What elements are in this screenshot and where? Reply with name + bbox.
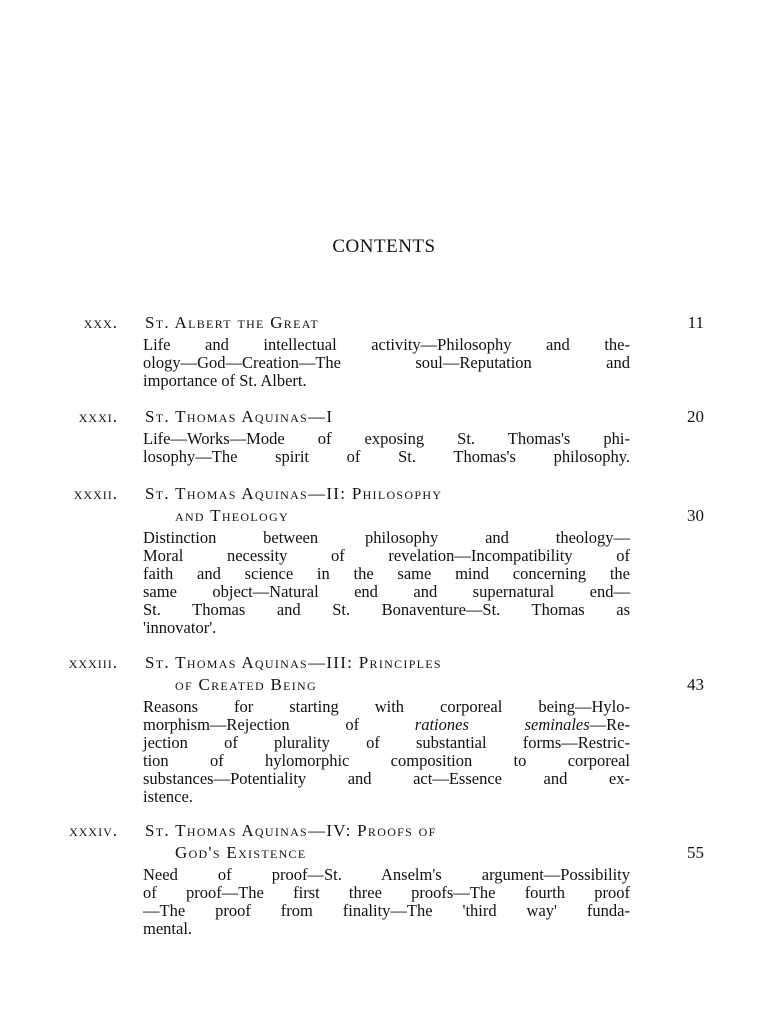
- summary-line: jection of plurality of substantial forms—Restric-: [143, 733, 630, 752]
- chapter-summary: [143, 529, 630, 637]
- chapter-heading[interactable]: [145, 483, 665, 527]
- summary-line: of proof—The first three proofs—The fourth proof: [143, 883, 630, 902]
- summary-line: substances—Potentiality and act—Essence and ex-: [143, 769, 630, 788]
- summary-text: morphism—Rejection of: [143, 715, 415, 734]
- page-title: CONTENTS: [332, 236, 436, 257]
- summary-line: tion of hylomorphic composition to corporeal: [143, 751, 630, 770]
- chapter-summary: [143, 698, 630, 806]
- summary-line: faith and science in the same mind concerning the: [143, 564, 630, 583]
- chapter-heading-line: God's Existence: [175, 843, 307, 862]
- chapter-heading[interactable]: [145, 652, 665, 696]
- chapter-heading[interactable]: [145, 820, 665, 864]
- chapter-summary: [143, 336, 630, 390]
- chapter-numeral: xxxiii.: [68, 653, 118, 672]
- summary-line: —The proof from finality—The 'third way' funda-: [143, 901, 630, 920]
- chapter-heading-line: of Created Being: [175, 675, 317, 694]
- chapter-heading-line: and Theology: [175, 506, 289, 525]
- chapter-numeral: xxxi.: [78, 407, 118, 426]
- chapter-heading-line: St. Albert the Great: [145, 313, 320, 332]
- latin-term: rationes seminales: [414, 715, 590, 734]
- chapter-heading[interactable]: [145, 406, 665, 428]
- summary-line: importance of St. Albert.: [143, 371, 307, 390]
- summary-text: —Re-: [589, 715, 630, 734]
- chapter-numeral: xxxiv.: [69, 821, 118, 840]
- summary-line: same object—Natural end and supernatural end—: [143, 582, 630, 601]
- summary-line: Life—Works—Mode of exposing St. Thomas's phi-: [143, 429, 630, 448]
- summary-line: Distinction between philosophy and theology—: [143, 528, 630, 547]
- chapter-heading-line: St. Thomas Aquinas—IV: Proofs of: [145, 821, 437, 840]
- summary-line: 'innovator'.: [143, 618, 217, 637]
- summary-line: St. Thomas and St. Bonaventure—St. Thomas as: [143, 600, 630, 619]
- chapter-numeral: xxxii.: [73, 484, 118, 503]
- page-number[interactable]: 11: [687, 313, 704, 332]
- summary-line: [143, 716, 630, 734]
- summary-line: Life and intellectual activity—Philosophy and the-: [143, 335, 630, 354]
- summary-line: losophy—The spirit of St. Thomas's philosophy.: [143, 447, 630, 466]
- page-number[interactable]: 55: [687, 843, 704, 862]
- chapter-heading-line: St. Thomas Aquinas—I: [145, 407, 334, 426]
- page-number[interactable]: 30: [687, 506, 704, 525]
- summary-line: Moral necessity of revelation—Incompatibility of: [143, 546, 630, 565]
- summary-line: Need of proof—St. Anselm's argument—Possibility: [143, 865, 630, 884]
- chapter-heading[interactable]: [145, 312, 665, 334]
- chapter-heading-line: St. Thomas Aquinas—III: Principles: [145, 653, 442, 672]
- chapter-numeral: xxx.: [83, 313, 118, 332]
- summary-line: istence.: [143, 787, 193, 806]
- summary-line: ology—God—Creation—The soul—Reputation and: [143, 353, 630, 372]
- chapter-summary: [143, 866, 630, 938]
- page-number[interactable]: 43: [687, 675, 704, 694]
- page-number[interactable]: 20: [687, 407, 704, 426]
- chapter-heading-line: St. Thomas Aquinas—II: Philosophy: [145, 484, 443, 503]
- chapter-summary: [143, 430, 630, 466]
- summary-line: mental.: [143, 919, 193, 938]
- summary-line: Reasons for starting with corporeal being—Hylo-: [143, 697, 630, 716]
